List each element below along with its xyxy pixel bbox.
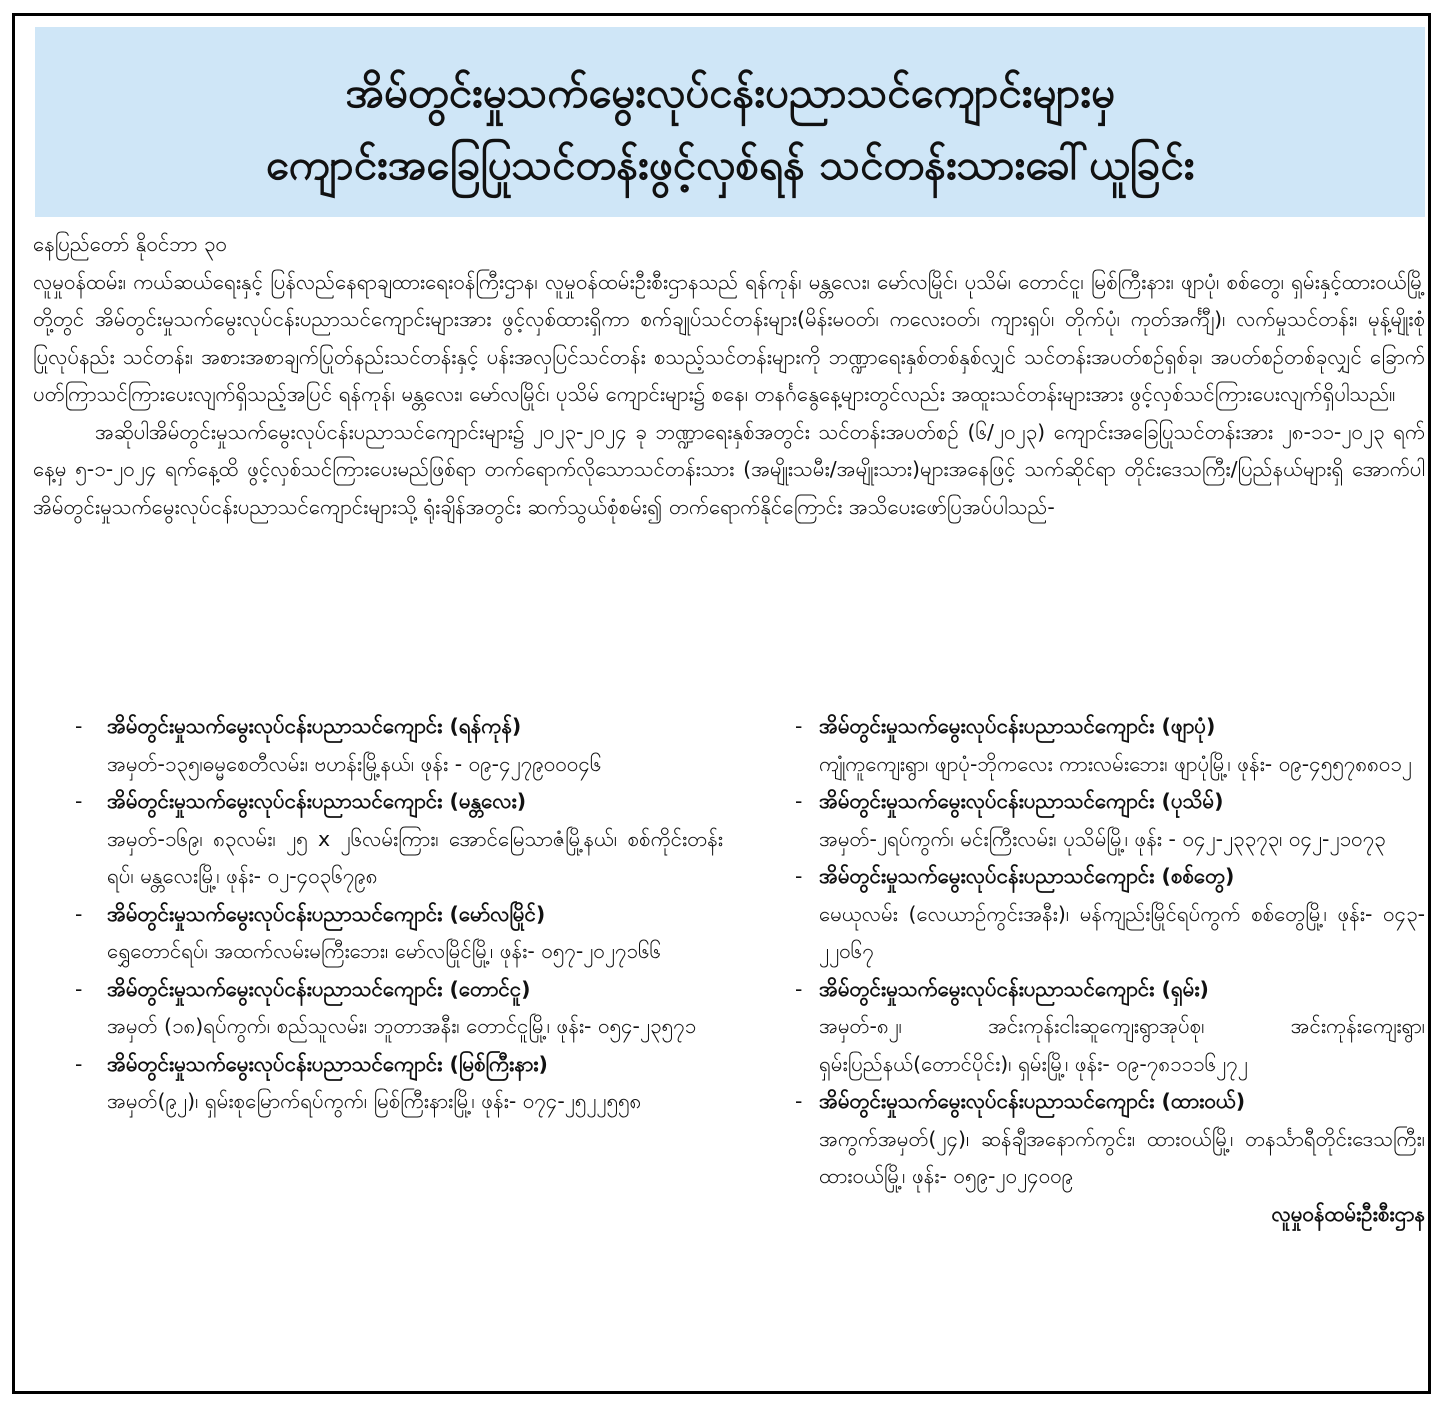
headline-line-2: ကျောင်းအခြေပြုသင်တန်းဖွင့်လှစ်ရန် သင်တန်းသားခေါ်ယူခြင်း <box>265 140 1195 189</box>
school-name: အိမ်တွင်းမှုသက်မွေးလုပ်ငန်းပညာသင်ကျောင်း (တောင်ငူ) <box>107 976 531 1001</box>
signature: လူမှုဝန်ထမ်းဦးစီးဌာန <box>1271 1201 1425 1226</box>
list-dash: - <box>795 789 803 813</box>
list-dash: - <box>75 976 83 1001</box>
list-item <box>33 708 723 783</box>
list-dash: - <box>75 901 83 926</box>
paragraph-announcement: အဆိုပါအိမ်တွင်းမှုသက်မွေးလုပ်ငန်းပညာသင်ကျောင်းများ၌ ၂၀၂၃-၂၀၂၄ ခု ဘဏ္ဍာရေးနှစ်အတွင်း သင်တန်းအပတ်စဉ် (၆/၂၀၂၃) ကျောင်းအခြေပြုသင်တန်းအား ၂၈-၁၁-၂၀၂၃ ရက်နေ့မှ ၅-၁-၂၀၂၄ ရက်နေ့ထိ ဖွင့်လှစ်သင်ကြားပေးမည်ဖြစ်ရာ တက်ရောက်လိုသောသင်တန်းသား (အမျိုးသမီး/အမျိုးသား)များအနေဖြင့် သက်ဆိုင်ရာ တိုင်းဒေသကြီး/ပြည်နယ်များရှိ အောက်ပါ အိမ်တွင်းမှုသက်မွေးလုပ်ငန်းပညာသင်ကျောင်းများသို့ ရုံးချိန်အတွင်း ဆက်သွယ်စုံစမ်း၍ တက်ရောက်နိုင်ကြောင်း အသိပေးဖော်ပြအပ်ပါသည်- <box>33 419 1425 519</box>
paragraph-intro: လူမှုဝန်ထမ်း၊ ကယ်ဆယ်ရေးနှင့် ပြန်လည်နေရာချထားရေးဝန်ကြီးဌာန၊ လူမှုဝန်ထမ်းဦးစီးဌာနသည် ရန်ကုန်၊ မန္တလေး၊ မော်လမြိုင်၊ ပုသိမ်၊ တောင်ငူ၊ မြစ်ကြီးနား၊ ဖျာပုံ၊ စစ်တွေ၊ ရှမ်းနှင့်ထားဝယ်မြို့တို့တွင် အိမ်တွင်းမှုသက်မွေးလုပ်ငန်းပညာသင်ကျောင်းများအား ဖွင့်လှစ်ထားရှိကာ စက်ချုပ်သင်တန်းများ(မိန်းမဝတ်၊ ကလေးဝတ်၊ ကျားရှပ်၊ တိုက်ပုံ၊ ကုတ်အင်္ကျီ)၊ လက်မှုသင်တန်း၊ မုန့်မျိုးစုံပြုလုပ်နည်း သင်တန်း၊ အစားအစာချက်ပြုတ်နည်းသင်တန်းနှင့် ပန်းအလှပြင်သင်တန်း စသည့်သင်တန်းများကို ဘဏ္ဍာရေးနှစ်တစ်နှစ်လျှင် သင်တန်းအပတ်စဉ်ရှစ်ခု၊ အပတ်စဉ်တစ်ခုလျှင် ခြောက်ပတ်ကြာသင်ကြားပေးလျက်ရှိသည့်အပြင် ရန်ကုန်၊ မန္တလေး၊ မော်လမြိုင်၊ ပုသိမ် ကျောင်းများ၌ စနေ၊ တနင်္ဂနွေနေ့များတွင်လည်း အထူးသင်တန်းများအား ဖွင့်လှစ်သင်ကြားပေးလျက်ရှိပါသည်။ <box>33 269 1425 406</box>
list-item <box>785 971 1425 1084</box>
school-address: အမှတ်-၁၃၅၊ဓမ္မစေတီလမ်း၊ ဗဟန်းမြို့နယ်၊ ဖုန်း - ၀၉-၄၂၇၉၀၀၀၄၆ <box>107 751 602 776</box>
dateline: နေပြည်တော် နိုဝင်ဘာ ၃၀ <box>33 232 227 256</box>
list-dash: - <box>75 789 83 813</box>
school-address: အမှတ် (၁၈)ရပ်ကွက်၊ စည်သူလမ်း၊ ဘူတာအနီး၊ တောင်ငူမြို့၊ ဖုန်း- ၀၅၄-၂၃၅၇၁ <box>107 1014 697 1038</box>
school-name: အိမ်တွင်းမှုသက်မွေးလုပ်ငန်းပညာသင်ကျောင်း (မြစ်ကြီးနား) <box>107 1051 548 1076</box>
school-address: အမှတ်-၂ရပ်ကွက်၊ မင်းကြီးလမ်း၊ ပုသိမ်မြို့၊ ဖုန်း - ၀၄၂-၂၃၃၇၃၊ ၀၄၂-၂၁၀၇၃ <box>819 826 1386 851</box>
list-dash: - <box>75 714 83 738</box>
list-item <box>33 971 723 1046</box>
list-dash: - <box>795 864 803 888</box>
list-item <box>33 783 723 896</box>
list-dash: - <box>75 1051 83 1076</box>
headline-banner <box>35 27 1425 217</box>
school-name: အိမ်တွင်းမှုသက်မွေးလုပ်ငန်းပညာသင်ကျောင်း (စစ်တွေ) <box>819 864 1235 888</box>
school-list-right-column <box>785 708 1425 1233</box>
list-dash: - <box>795 714 803 738</box>
school-list-left-column <box>33 708 723 1121</box>
school-name: အိမ်တွင်းမှုသက်မွေးလုပ်ငန်းပညာသင်ကျောင်း (ပုသိမ်) <box>819 789 1224 813</box>
school-name: အိမ်တွင်းမှုသက်မွေးလုပ်ငန်းပညာသင်ကျောင်း (ရန်ကုန်) <box>107 714 522 738</box>
school-name: အိမ်တွင်းမှုသက်မွေးလုပ်ငန်းပညာသင်ကျောင်း (ရှမ်း) <box>819 976 1209 1001</box>
school-address: အမှတ်-၁၆၉၊ ၈၃လမ်း၊ ၂၅ x ၂၆လမ်းကြား၊ အောင်မြေသာဇံမြို့နယ်၊ စစ်ကိုင်းတန်းရပ်၊ မန္တလေးမြို့၊ ဖုန်း- ၀၂-၄၀၃၆၇၉၈ <box>107 826 723 888</box>
school-address: မေယုလမ်း (လေယာဉ်ကွင်းအနီး)၊ မန်ကျည်းမြိုင်ရပ်ကွက် စစ်တွေမြို့၊ ဖုန်း- ၀၄၃- ၂၂၀၆၇ <box>819 901 1425 963</box>
list-item <box>785 708 1425 783</box>
school-address: အကွက်အမှတ်(၂၄)၊ ဆန်ချီအနောက်ကွင်း၊ ထားဝယ်မြို့၊ တနင်္သာရီတိုင်းဒေသကြီး၊ ထားဝယ်မြို့၊ ဖုန်း- ၀၅၉-၂၀၂၄၀၀၉ <box>819 1126 1425 1188</box>
school-address: အမှတ်(၉၂)၊ ရှမ်းစုမြောက်ရပ်ကွက်၊ မြစ်ကြီးနားမြို့၊ ဖုန်း- ၀၇၄-၂၅၂၂၅၅၈ <box>107 1089 642 1113</box>
list-item <box>785 783 1425 858</box>
notice-body <box>33 226 1425 526</box>
list-dash: - <box>795 976 803 1001</box>
list-item <box>33 896 723 971</box>
school-address: အမှတ်-၈၂၊ အင်းကုန်းငါးဆူကျေးရွာအုပ်စု၊ အင်းကုန်းကျေးရွာ၊ ရှမ်းပြည်နယ်(တောင်ပိုင်း)၊ ရှမ်းမြို့၊ ဖုန်း- ၀၉-၇၈၁၁၁၆၂၇၂ <box>819 1014 1425 1076</box>
headline-line-1: အိမ်တွင်းမှုသက်မွေးလုပ်ငန်းပညာသင်ကျောင်းများမှ <box>345 68 1115 117</box>
school-name: အိမ်တွင်းမှုသက်မွေးလုပ်ငန်းပညာသင်ကျောင်း (မော်လမြိုင်) <box>107 901 546 926</box>
list-item <box>33 1046 723 1121</box>
school-address: ကျုံကူကျေးရွာ၊ ဖျာပုံ-ဘိုကလေး ကားလမ်းဘေး၊ ဖျာပုံမြို့၊ ဖုန်း- ၀၉-၄၅၅၇၈၈၀၁၂ <box>819 751 1412 776</box>
school-name: အိမ်တွင်းမှုသက်မွေးလုပ်ငန်းပညာသင်ကျောင်း (မန္တလေး) <box>107 789 527 813</box>
school-list <box>33 708 1425 1388</box>
list-item <box>785 1083 1425 1196</box>
school-name: အိမ်တွင်းမှုသက်မွေးလုပ်ငန်းပညာသင်ကျောင်း (ဖျာပုံ) <box>819 714 1216 738</box>
school-address: ရွှေတောင်ရပ်၊ အထက်လမ်းမကြီးဘေး၊ မော်လမြိုင်မြို့၊ ဖုန်း- ၀၅၇-၂၀၂၇၁၆၆ <box>107 939 662 963</box>
list-dash: - <box>795 1089 803 1113</box>
list-item <box>785 858 1425 971</box>
school-name: အိမ်တွင်းမှုသက်မွေးလုပ်ငန်းပညာသင်ကျောင်း (ထားဝယ်) <box>819 1089 1246 1113</box>
